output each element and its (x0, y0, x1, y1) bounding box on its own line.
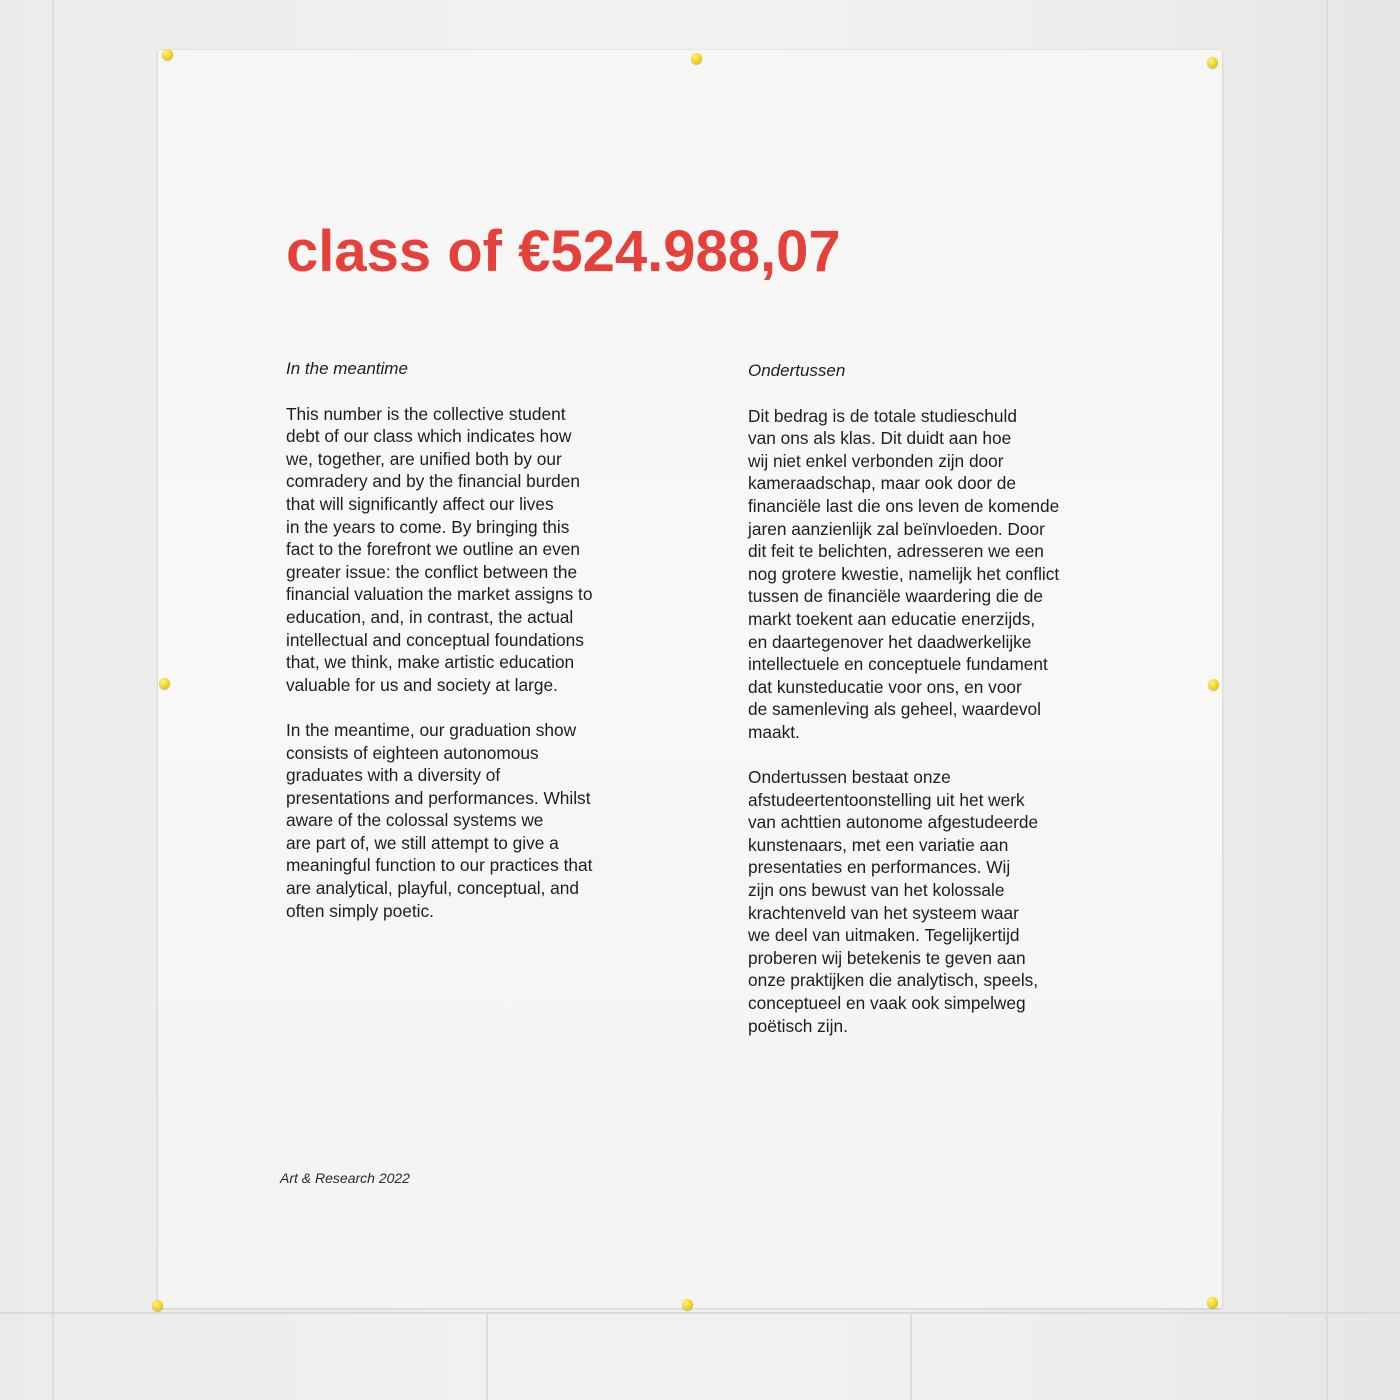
english-column (286, 358, 646, 945)
english-heading: In the meantime (286, 359, 408, 378)
pin-top-right (1207, 57, 1218, 68)
dutch-column (748, 360, 1108, 1060)
pin-middle-right (1208, 679, 1219, 690)
poster-footer: Art & Research 2022 (280, 1170, 410, 1186)
pin-bottom-left (152, 1300, 163, 1311)
dutch-paragraph: Ondertussen bestaat onze afstudeertentoonstelling uit het werk van achttien autonome afgestudeerde kunstenaars, met een variatie aan presentaties en performances. Wij zijn ons bewust van het kolossale krachtenveld van het systeem waar we deel van uitmaken. Tegelijkertijd proberen wij betekenis te geven aan onze praktijken die analytisch, speels, conceptueel en vaak ook simpelweg poëtisch zijn. (748, 767, 1039, 1036)
dutch-heading: Ondertussen (748, 361, 846, 380)
wall-seam (52, 0, 54, 1400)
pin-top-center (691, 53, 702, 64)
pin-top-left (162, 49, 173, 60)
english-paragraph: In the meantime, our graduation show consists of eighteen autonomous graduates with a diversity of presentations and performances. Whilst aware of the colossal systems we are part of, we still attempt to give a meaningful function to our practices that are analytical, playful, conceptual, and often simply poetic. (286, 719, 593, 921)
wall-seam (1326, 0, 1328, 1400)
dutch-paragraph: Dit bedrag is de totale studieschuld van ons als klas. Dit duidt aan hoe wij niet enkel verbonden zijn door kameraadschap, maar ook door de financiële last die ons leven de komende jaren aanzienlijk zal beïnvloeden. Door dit feit te belichten, adresseren we een nog grotere kwestie, namelijk het conflict tussen de financiële waardering die de markt toekent aan educatie enerzijds, en daartegenover het daadwerkelijke intellectuele en conceptuele fundament dat kunsteducatie voor ons, en voor de samenleving als geheel, waardevol maakt. (748, 405, 1060, 742)
pin-bottom-center (682, 1299, 693, 1310)
wall-seam (486, 1312, 488, 1400)
pin-middle-left (159, 678, 170, 689)
poster-headline: class of €524.988,07 (286, 219, 841, 284)
pin-bottom-right (1207, 1297, 1218, 1308)
english-paragraph: This number is the collective student debt of our class which indicates how we, together, are unified both by our comradery and by the financial burden that will significantly affect our lives in the years to come. By bringing this fact to the forefront we outline an even greater issue: the conflict between the financial valuation the market assigns to education, and, in contrast, the actual intellectual and conceptual foundations that, we think, make artistic education valuable for us and society at large. (286, 403, 593, 695)
wall-seam (0, 1312, 1400, 1314)
wall-seam (910, 1312, 912, 1400)
